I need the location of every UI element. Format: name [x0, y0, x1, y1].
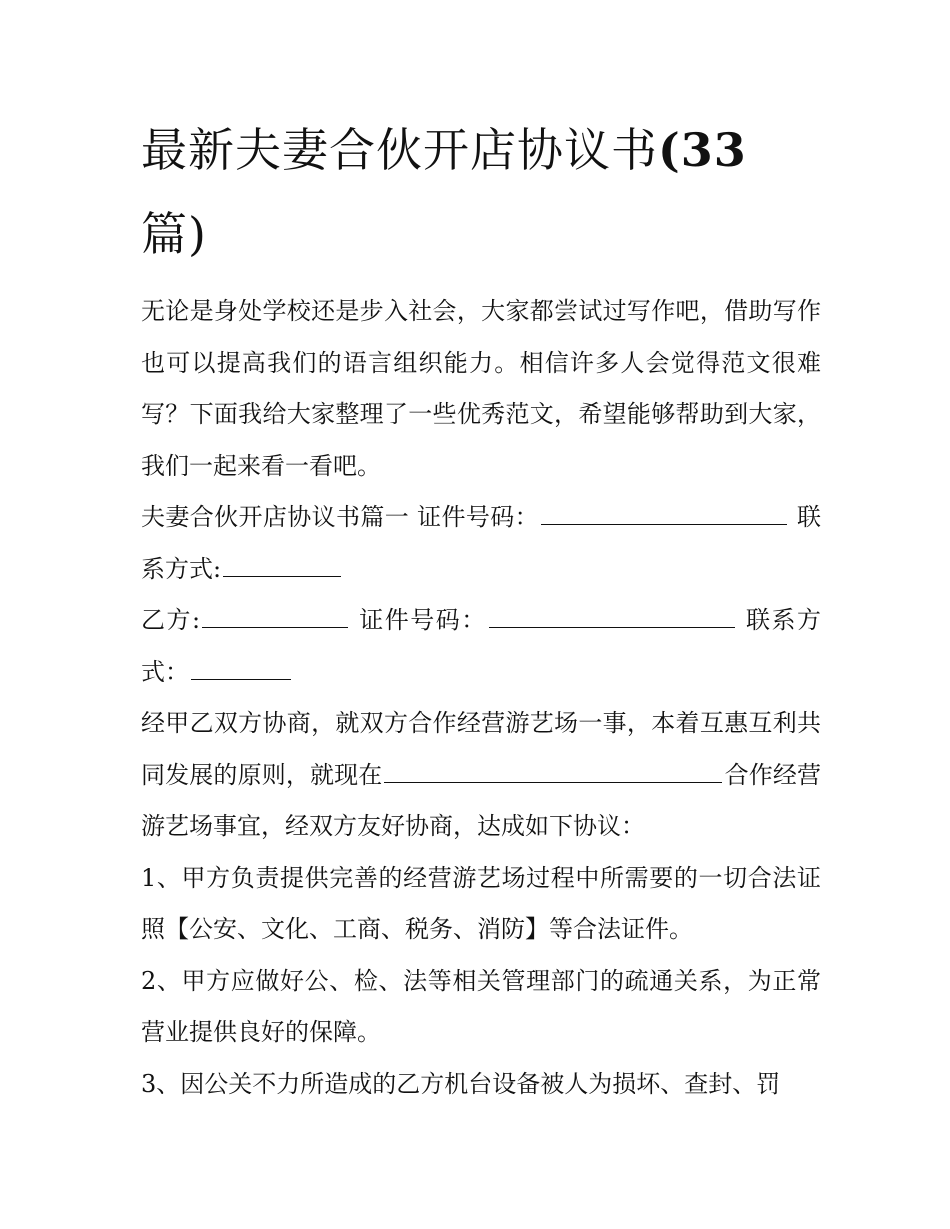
title-count: (33: [658, 123, 747, 177]
document-page: [141, 108, 821, 1110]
preamble-blank: [384, 756, 722, 782]
title-tail: 篇): [141, 207, 207, 261]
clause-1: 1、甲方负责提供完善的经营游艺场过程中所需要的一切合法证照【公安、文化、工商、税务、消防】等合法证件。: [141, 863, 821, 943]
party-a-contact-label: 联系方式:: [141, 503, 822, 583]
party-b-id-label: 证件号码：: [359, 606, 487, 634]
intro-paragraph: 无论是身处学校还是步入社会，大家都尝试过写作吧，借助写作也可以提高我们的语言组织能力。相信许多人会觉得范文很难写？下面我给大家整理了一些优秀范文，希望能够帮助到大家，我们一起来看一看吧。: [141, 297, 821, 480]
party-b-line: [141, 595, 821, 698]
clause-2: 2、甲方应做好公、检、法等相关管理部门的疏通关系，为正常营业提供良好的保障。: [141, 966, 821, 1046]
party-b-name-blank: [202, 602, 348, 628]
party-a-id-blank: [541, 499, 787, 525]
preamble-paragraph: [141, 698, 821, 853]
party-a-id-label: 证件号码：: [417, 503, 539, 531]
section-heading: 夫妻合伙开店协议书篇一: [141, 503, 410, 531]
title-main: 最新夫妻合伙开店协议书: [141, 123, 658, 177]
party-b-label: 乙方:: [141, 606, 201, 634]
party-b-id-blank: [489, 602, 735, 628]
party-b-contact-label: 联系方式：: [141, 606, 821, 686]
party-b-contact-blank: [191, 653, 291, 679]
preamble-part1: 经甲乙双方协商，就双方合作经营游艺场一事，本着互惠互利共同发展的原则，就现在: [141, 709, 821, 789]
document-title: [141, 108, 821, 276]
party-a-line: [141, 492, 821, 595]
clause-3: 3、因公关不力所造成的乙方机台设备被人为损坏、查封、罚: [141, 1069, 781, 1098]
preamble-part2: 合作经营游艺场事宜，经双方友好协商，达成如下协议：: [141, 760, 822, 840]
party-a-contact-blank: [223, 550, 341, 576]
